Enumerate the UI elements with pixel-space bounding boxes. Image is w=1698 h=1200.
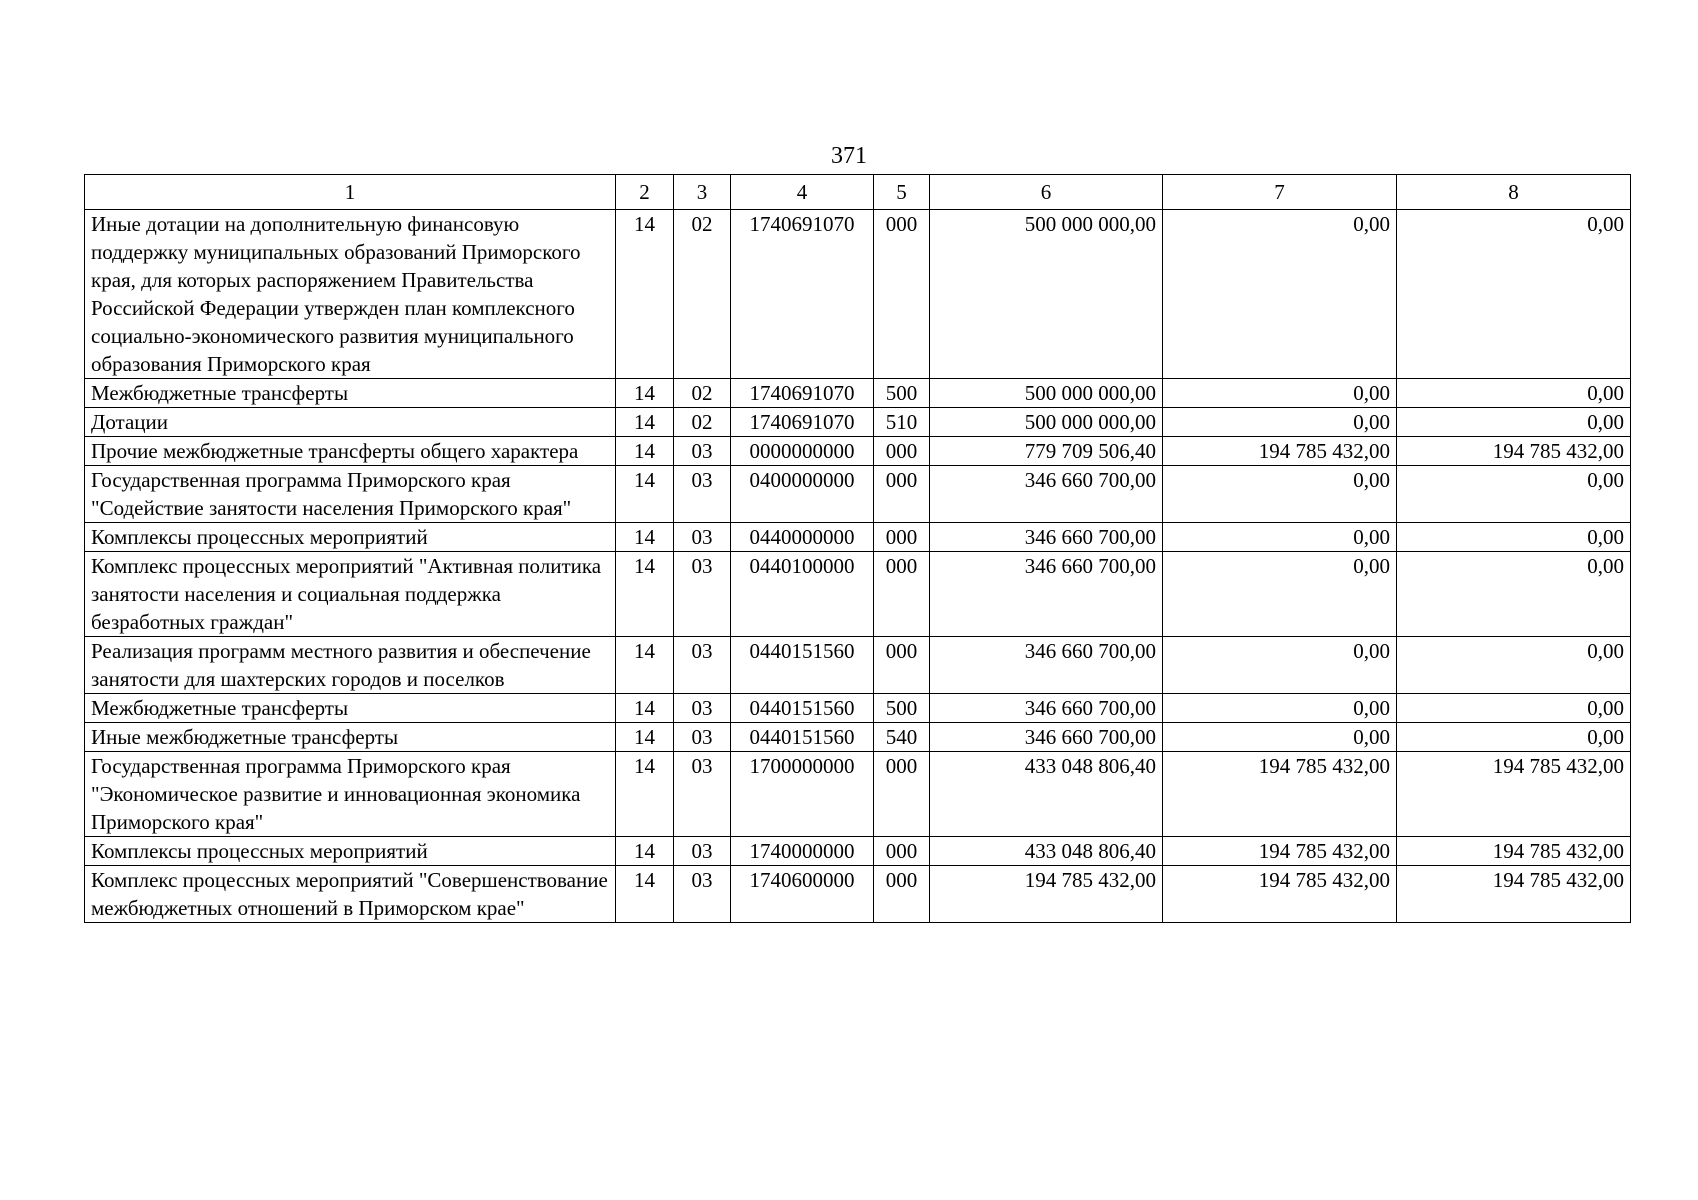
row-amount-col7: 0,00 xyxy=(1163,379,1397,408)
row-name: Межбюджетные трансферты xyxy=(85,379,616,408)
row-amount-col7: 0,00 xyxy=(1163,408,1397,437)
row-expense-type: 000 xyxy=(874,552,930,637)
row-amount-col6: 433 048 806,40 xyxy=(930,837,1163,866)
row-subsection: 03 xyxy=(674,552,731,637)
row-expense-type: 000 xyxy=(874,210,930,379)
row-subsection: 02 xyxy=(674,379,731,408)
row-expense-type: 000 xyxy=(874,437,930,466)
table-row xyxy=(85,866,1631,923)
table-row xyxy=(85,637,1631,694)
table-row xyxy=(85,408,1631,437)
row-target-article: 1740000000 xyxy=(731,837,874,866)
row-amount-col8: 0,00 xyxy=(1397,637,1631,694)
row-section: 14 xyxy=(616,752,674,837)
row-section: 14 xyxy=(616,210,674,379)
row-name: Реализация программ местного развития и обеспечение занятости для шахтерских городов и поселков xyxy=(85,637,616,694)
table-row xyxy=(85,552,1631,637)
row-subsection: 03 xyxy=(674,637,731,694)
row-amount-col6: 194 785 432,00 xyxy=(930,866,1163,923)
row-amount-col8: 194 785 432,00 xyxy=(1397,866,1631,923)
row-subsection: 03 xyxy=(674,837,731,866)
row-name: Иные межбюджетные трансферты xyxy=(85,723,616,752)
row-target-article: 1740691070 xyxy=(731,210,874,379)
row-amount-col8: 0,00 xyxy=(1397,408,1631,437)
row-target-article: 1740691070 xyxy=(731,379,874,408)
budget-table xyxy=(84,174,1631,923)
row-section: 14 xyxy=(616,837,674,866)
row-name: Дотации xyxy=(85,408,616,437)
row-amount-col8: 194 785 432,00 xyxy=(1397,437,1631,466)
row-amount-col6: 500 000 000,00 xyxy=(930,408,1163,437)
column-header-6: 6 xyxy=(930,175,1163,210)
header-row xyxy=(85,175,1631,210)
row-section: 14 xyxy=(616,637,674,694)
row-subsection: 03 xyxy=(674,523,731,552)
row-subsection: 02 xyxy=(674,210,731,379)
row-amount-col7: 194 785 432,00 xyxy=(1163,752,1397,837)
column-header-8: 8 xyxy=(1397,175,1631,210)
row-amount-col8: 0,00 xyxy=(1397,466,1631,523)
table-row xyxy=(85,523,1631,552)
row-subsection: 03 xyxy=(674,866,731,923)
row-target-article: 0440100000 xyxy=(731,552,874,637)
row-expense-type: 000 xyxy=(874,637,930,694)
column-header-1: 1 xyxy=(85,175,616,210)
row-name: Государственная программа Приморского края "Экономическое развитие и инновационная экономика Приморского края" xyxy=(85,752,616,837)
row-name: Комплексы процессных мероприятий xyxy=(85,837,616,866)
row-amount-col7: 0,00 xyxy=(1163,210,1397,379)
row-section: 14 xyxy=(616,866,674,923)
row-amount-col8: 0,00 xyxy=(1397,379,1631,408)
table-row xyxy=(85,379,1631,408)
row-amount-col8: 0,00 xyxy=(1397,694,1631,723)
row-section: 14 xyxy=(616,437,674,466)
row-name: Прочие межбюджетные трансферты общего характера xyxy=(85,437,616,466)
column-header-7: 7 xyxy=(1163,175,1397,210)
row-target-article: 0440000000 xyxy=(731,523,874,552)
row-expense-type: 500 xyxy=(874,379,930,408)
row-expense-type: 500 xyxy=(874,694,930,723)
row-expense-type: 000 xyxy=(874,523,930,552)
row-amount-col7: 194 785 432,00 xyxy=(1163,866,1397,923)
row-target-article: 1700000000 xyxy=(731,752,874,837)
table-header xyxy=(85,175,1631,210)
row-target-article: 0000000000 xyxy=(731,437,874,466)
row-amount-col6: 346 660 700,00 xyxy=(930,723,1163,752)
row-amount-col8: 0,00 xyxy=(1397,523,1631,552)
row-amount-col6: 500 000 000,00 xyxy=(930,379,1163,408)
row-amount-col8: 0,00 xyxy=(1397,552,1631,637)
row-amount-col7: 0,00 xyxy=(1163,523,1397,552)
row-subsection: 03 xyxy=(674,437,731,466)
table-row xyxy=(85,466,1631,523)
row-target-article: 0400000000 xyxy=(731,466,874,523)
row-subsection: 02 xyxy=(674,408,731,437)
row-amount-col6: 346 660 700,00 xyxy=(930,694,1163,723)
row-amount-col7: 0,00 xyxy=(1163,637,1397,694)
row-amount-col7: 194 785 432,00 xyxy=(1163,437,1397,466)
row-section: 14 xyxy=(616,466,674,523)
table-row xyxy=(85,837,1631,866)
row-expense-type: 000 xyxy=(874,466,930,523)
row-amount-col8: 194 785 432,00 xyxy=(1397,837,1631,866)
row-section: 14 xyxy=(616,723,674,752)
row-section: 14 xyxy=(616,379,674,408)
row-name: Комплексы процессных мероприятий xyxy=(85,523,616,552)
row-subsection: 03 xyxy=(674,723,731,752)
table-row xyxy=(85,752,1631,837)
row-amount-col6: 433 048 806,40 xyxy=(930,752,1163,837)
row-name: Межбюджетные трансферты xyxy=(85,694,616,723)
table-row xyxy=(85,210,1631,379)
row-subsection: 03 xyxy=(674,694,731,723)
row-name: Комплекс процессных мероприятий "Активная политика занятости населения и социальная поддержка безработных граждан" xyxy=(85,552,616,637)
row-target-article: 1740600000 xyxy=(731,866,874,923)
row-section: 14 xyxy=(616,523,674,552)
row-section: 14 xyxy=(616,552,674,637)
row-amount-col8: 0,00 xyxy=(1397,723,1631,752)
row-amount-col6: 779 709 506,40 xyxy=(930,437,1163,466)
row-name: Государственная программа Приморского края "Содействие занятости населения Приморского края" xyxy=(85,466,616,523)
row-amount-col8: 0,00 xyxy=(1397,210,1631,379)
row-target-article: 0440151560 xyxy=(731,723,874,752)
row-amount-col6: 346 660 700,00 xyxy=(930,523,1163,552)
row-amount-col6: 346 660 700,00 xyxy=(930,637,1163,694)
table-row xyxy=(85,694,1631,723)
page-number: 371 xyxy=(831,143,867,169)
row-amount-col6: 500 000 000,00 xyxy=(930,210,1163,379)
row-amount-col7: 0,00 xyxy=(1163,466,1397,523)
table-body xyxy=(85,210,1631,923)
row-expense-type: 510 xyxy=(874,408,930,437)
row-subsection: 03 xyxy=(674,752,731,837)
row-name: Комплекс процессных мероприятий "Совершенствование межбюджетных отношений в Приморском крае" xyxy=(85,866,616,923)
row-amount-col6: 346 660 700,00 xyxy=(930,552,1163,637)
row-expense-type: 000 xyxy=(874,866,930,923)
row-target-article: 0440151560 xyxy=(731,694,874,723)
column-header-5: 5 xyxy=(874,175,930,210)
row-amount-col8: 194 785 432,00 xyxy=(1397,752,1631,837)
column-header-2: 2 xyxy=(616,175,674,210)
row-amount-col7: 0,00 xyxy=(1163,723,1397,752)
row-name: Иные дотации на дополнительную финансовую поддержку муниципальных образований Приморского края, для которых распоряжением Правительства Российской Федерации утвержден план комплексного социально-экономического развития муниципального образования Приморского края xyxy=(85,210,616,379)
row-target-article: 1740691070 xyxy=(731,408,874,437)
row-amount-col6: 346 660 700,00 xyxy=(930,466,1163,523)
row-amount-col7: 194 785 432,00 xyxy=(1163,837,1397,866)
row-expense-type: 000 xyxy=(874,837,930,866)
table-row xyxy=(85,723,1631,752)
row-section: 14 xyxy=(616,694,674,723)
row-target-article: 0440151560 xyxy=(731,637,874,694)
row-section: 14 xyxy=(616,408,674,437)
column-header-4: 4 xyxy=(731,175,874,210)
table-row xyxy=(85,437,1631,466)
row-subsection: 03 xyxy=(674,466,731,523)
row-expense-type: 000 xyxy=(874,752,930,837)
column-header-3: 3 xyxy=(674,175,731,210)
row-expense-type: 540 xyxy=(874,723,930,752)
row-amount-col7: 0,00 xyxy=(1163,552,1397,637)
row-amount-col7: 0,00 xyxy=(1163,694,1397,723)
